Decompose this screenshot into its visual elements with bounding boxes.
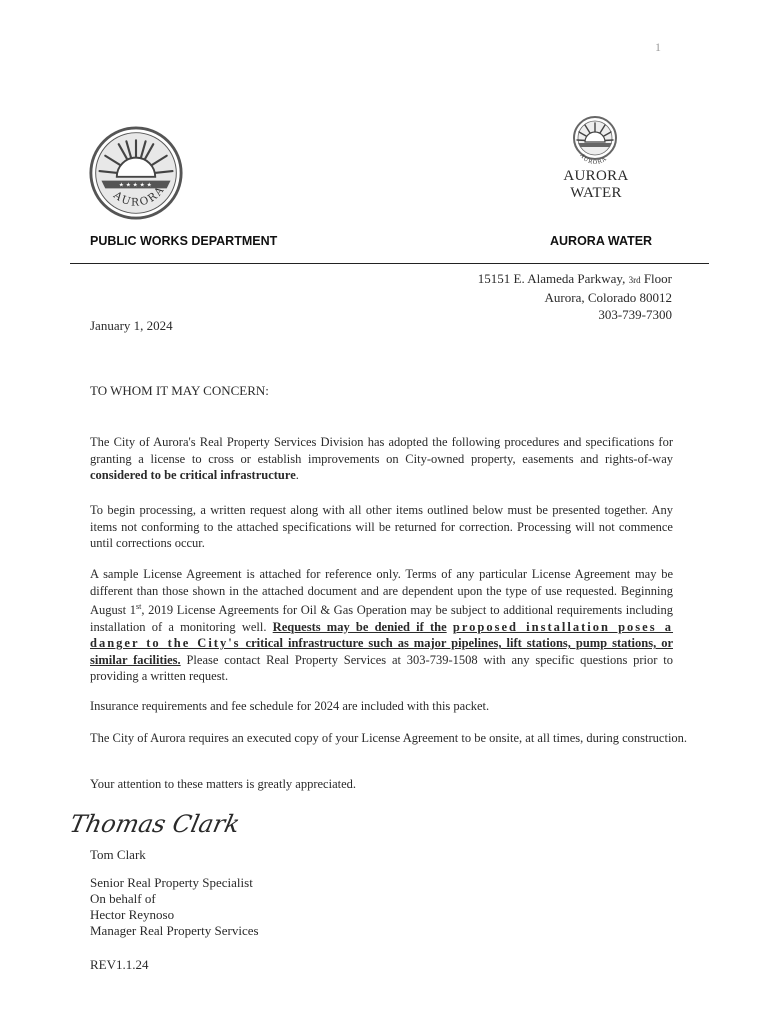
address-street-line — [478, 270, 672, 289]
address-block — [478, 270, 672, 323]
wordmark-line-1: AURORA — [563, 168, 629, 184]
address-floor: Floor — [640, 271, 672, 286]
svg-text:★ ★ ★ ★ ★: ★ ★ ★ ★ ★ — [118, 182, 152, 189]
salutation: TO WHOM IT MAY CONCERN: — [90, 383, 269, 398]
signer-title-line-3: Hector Reynoso — [90, 907, 175, 922]
signer-title-line-1: Senior Real Property Specialist — [90, 875, 253, 890]
p3-part-b: , 2019 License Agreements for Oil & Gas Operation may be subject to additional requirements including installation of a monitoring well. — [90, 603, 673, 634]
paragraph-4: Insurance requirements and fee schedule for 2024 are included with this packet. — [90, 699, 490, 713]
header-divider — [70, 263, 709, 264]
p3-end: Please contact Real Property Services at 303-739-1508 with any specific questions prior to providing a written request. — [90, 652, 673, 684]
p3-part-a: A sample License Agreement is attached for reference only. Terms of any particular License Agreement may be different than those shown in the attached document and are dependent upon the type of use requested. Beginning August 1 — [90, 567, 673, 618]
paragraph-2: To begin processing, a written request along with all other items outlined below must be presented together. Any items not conforming to the attached specifications will be returned for correction. Processing will not commence until corrections occur. — [90, 503, 673, 550]
signature-script: Thomas Clark — [67, 809, 243, 838]
public-works-department-heading: PUBLIC WORKS DEPARTMENT — [90, 234, 278, 248]
p3-warning-2: proposed installation poses a danger to the City's — [90, 619, 674, 651]
paragraph-3 — [90, 566, 673, 685]
revision-code: REV1.1.24 — [90, 957, 149, 972]
signer-title-block — [90, 875, 259, 939]
p3-warning-3: critical infrastructure such as major pipelines, lift stations, pump stations, or similar facilities. — [90, 636, 673, 667]
signer-title-line-4: Manager Real Property Services — [90, 923, 259, 938]
address-phone: 303-739-7300 — [598, 307, 672, 322]
p1-text: The City of Aurora's Real Property Services Division has adopted the following procedures and specifications for granting a license to cross or establish improvements on City-owned property, easements and rights-of-way — [90, 435, 673, 466]
address-street: 15151 E. Alameda Parkway, — [477, 271, 629, 286]
paragraph-6: Your attention to these matters is greatly appreciated. — [90, 777, 357, 791]
aurora-water-heading: AURORA WATER — [550, 234, 653, 248]
page-number: 1 — [655, 40, 661, 54]
p1-end: . — [295, 468, 299, 482]
right-seal-text: AURORA — [578, 152, 609, 167]
p3-sup: st — [136, 602, 142, 611]
left-seal-text: AURORA — [111, 183, 168, 209]
address-city: Aurora, Colorado 80012 — [544, 290, 672, 305]
wordmark-line-2: WATER — [570, 185, 622, 201]
handwritten-signature — [67, 806, 243, 846]
aurora-water-wordmark — [556, 168, 636, 202]
city-of-aurora-seal-logo — [88, 125, 184, 221]
signer-title-line-2: On behalf of — [90, 891, 156, 906]
paragraph-1 — [90, 434, 673, 484]
address-floor-sup: 3rd — [628, 275, 641, 285]
p3-warning-1: Requests may be denied if the — [272, 619, 447, 634]
signer-name: Tom Clark — [90, 847, 146, 862]
paragraph-5: The City of Aurora requires an executed copy of your License Agreement to be onsite, at all times, during construction. — [90, 731, 688, 745]
p1-bold: considered to be critical infrastructure — [90, 468, 296, 482]
letter-date: January 1, 2024 — [90, 318, 173, 333]
